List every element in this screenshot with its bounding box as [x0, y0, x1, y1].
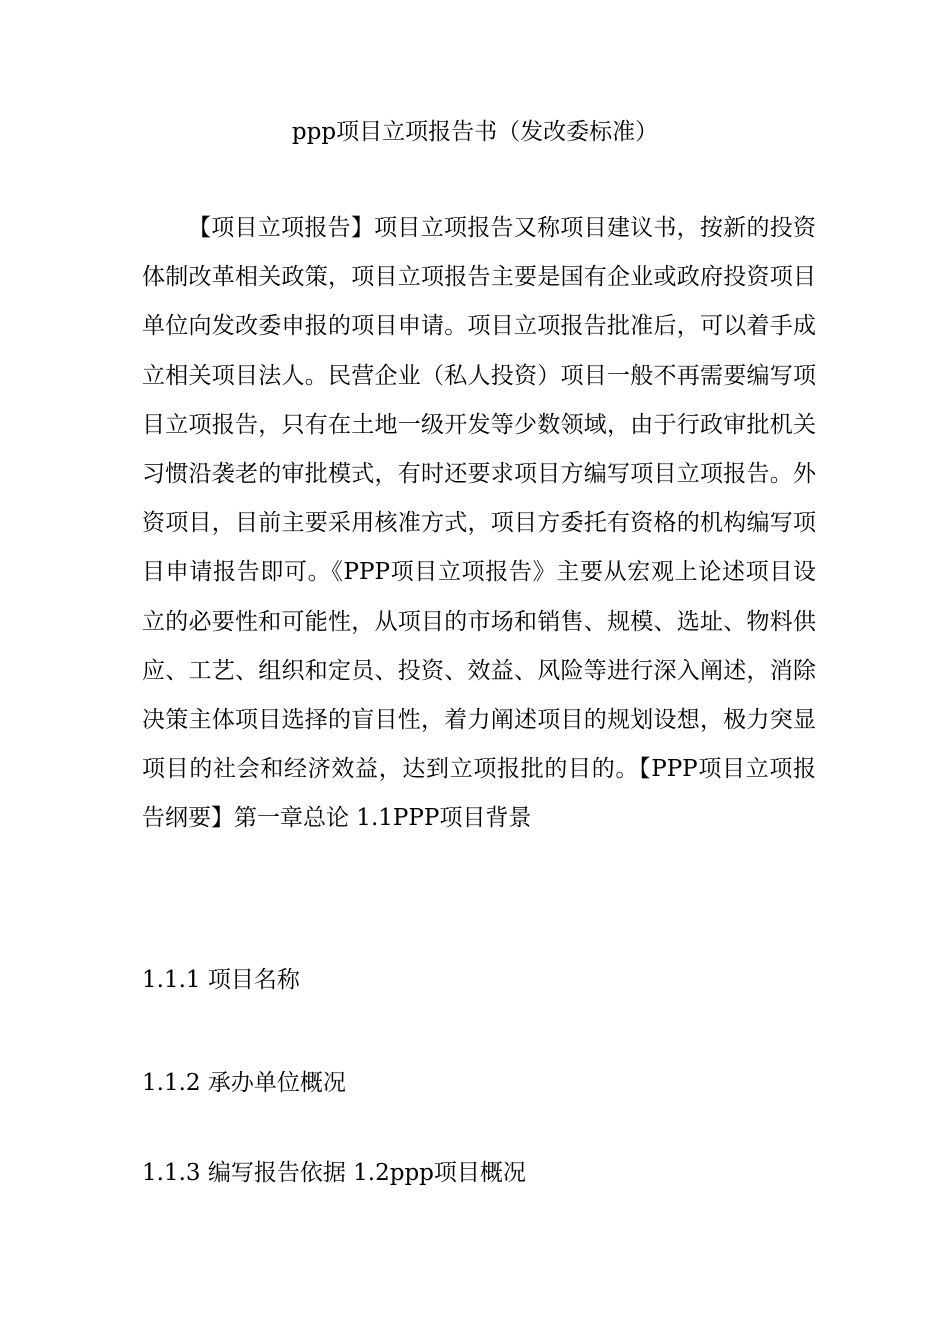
section-heading-report-basis: 1.1.3 编写报告依据 1.2ppp项目概况 — [142, 1160, 526, 1186]
section-heading-project-name: 1.1.1 项目名称 — [142, 967, 300, 993]
document-title: ppp项目立项报告书（发改委标准） — [291, 119, 659, 145]
section-heading-organizer-overview: 1.1.2 承办单位概况 — [142, 1070, 346, 1096]
body-paragraph: 【项目立项报告】项目立项报告又称项目建议书，按新的投资体制改革相关政策，项目立项报告主要是国有企业或政府投资项目单位向发改委申报的项目申请。项目立项报告批准后，可以着手成立相关项目法人。民营企业（私人投资）项目一般不再需要编写项目立项报告，只有在土地一级开发等少数领域，由于行政审批机关习惯沿袭老的审批模式，有时还要求项目方编写项目立项报告。外资项目，目前主要采用核准方式，项目方委托有资格的机构编写项目申请报告即可。《PPP项目立项报告》主要从宏观上论述项目设立的必要性和可能性，从项目的市场和销售、规模、选址、物料供应、工艺、组织和定员、投资、效益、风险等进行深入阐述，消除决策主体项目选择的盲目性，着力阐述项目的规划设想，极力突显项目的社会和经济效益，达到立项报批的目的。【PPP项目立项报告纲要】第一章总论 1.1PPP项目背景 — [142, 215, 816, 832]
